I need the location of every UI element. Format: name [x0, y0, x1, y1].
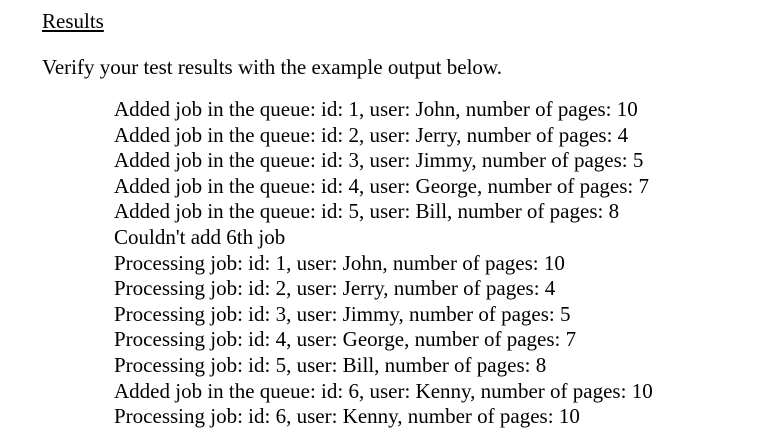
output-line: Couldn't add 6th job [114, 224, 286, 249]
output-line: Processing job: id: 5, user: Bill, number of pages: 8 [114, 352, 547, 377]
output-line: Processing job: id: 6, user: Kenny, number of pages: 10 [114, 404, 580, 429]
output-line: Added job in the queue: id: 3, user: Jimmy, number of pages: 5 [114, 148, 644, 173]
output-line: Added job in the queue: id: 2, user: Jerry, number of pages: 4 [114, 122, 629, 147]
output-line: Added job in the queue: id: 1, user: John, number of pages: 10 [114, 97, 638, 121]
example-output [114, 97, 653, 430]
intro-paragraph: Verify your test results with the example output below. [42, 55, 502, 79]
results-heading: Results [42, 9, 104, 33]
output-line: Added job in the queue: id: 6, user: Kenny, number of pages: 10 [114, 378, 653, 403]
output-line: Processing job: id: 2, user: Jerry, number of pages: 4 [114, 276, 556, 301]
output-line: Processing job: id: 3, user: Jimmy, number of pages: 5 [114, 301, 571, 326]
output-line: Added job in the queue: id: 5, user: Bill, number of pages: 8 [114, 199, 620, 224]
output-line: Processing job: id: 1, user: John, number of pages: 10 [114, 250, 565, 275]
output-line: Added job in the queue: id: 4, user: George, number of pages: 7 [114, 173, 649, 198]
output-line: Processing job: id: 4, user: George, number of pages: 7 [114, 327, 577, 352]
